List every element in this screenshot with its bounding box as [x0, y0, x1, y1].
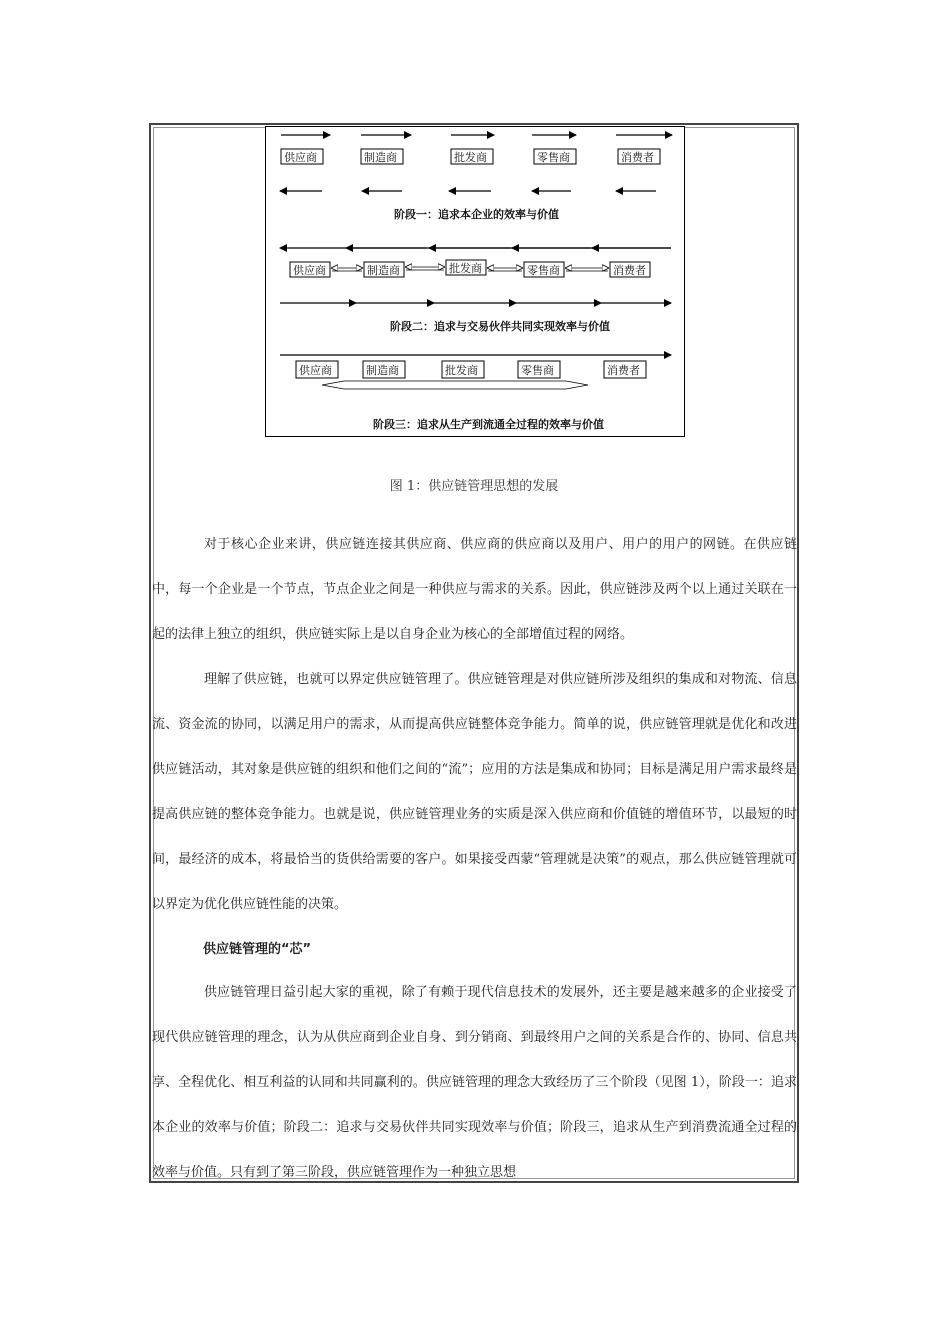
- supply-chain-diagram: [266, 127, 686, 438]
- stage1-boxes: [281, 149, 660, 164]
- stage2-label: 阶段二：追求与交易伙伴共同实现效率与价值: [390, 320, 610, 333]
- paragraph-1: 对于核心企业来讲，供应链连接其供应商、供应商的供应商以及用户、用户的用户的网链。在供应链中，每一个企业是一个节点，节点企业之间是一种供应与需求的关系。因此，供应链涉及两个以上通过关联在一起的法律上独立的组织，供应链实际上是以自身企业为核心的全部增值过程的网络。: [152, 537, 797, 642]
- stage3-box-supplier: 供应商: [299, 364, 332, 377]
- stage3-box-consumer: 消费者: [607, 364, 640, 377]
- stage3-label: 阶段三：追求从生产到流通全过程的效率与价值: [373, 418, 604, 431]
- stage2-box-manufacturer: 制造商: [367, 264, 400, 277]
- stage2-box-wholesaler: 批发商: [449, 262, 482, 275]
- supply-chain-figure: [265, 126, 685, 437]
- section-heading: 供应链管理的“芯”: [203, 942, 312, 957]
- stage3-box-wholesaler: 批发商: [445, 364, 478, 377]
- stage1-box-retailer: 零售商: [537, 151, 570, 164]
- paragraph-2: 理解了供应链，也就可以界定供应链管理了。供应链管理是对供应链所涉及组织的集成和对物流、信息流、资金流的协同，以满足用户的需求，从而提高供应链整体竞争能力。简单的说，供应链管理就是优化和改进供应链活动，其对象是供应链的组织和他们之间的“流”；应用的方法是集成和协同；目标是满足用户需求最终是提高供应链的整体竞争能力。也就是说，供应链管理业务的实质是深入供应商和价值链的增值环节，以最短的时间，最经济的成本，将最恰当的货供给需要的客户。如果接受西蒙“管理就是决策”的观点，那么供应链管理就可以界定为优化供应链性能的决策。: [152, 672, 797, 912]
- stage2-boxes: [290, 260, 650, 277]
- paragraph-3: 供应链管理日益引起大家的重视，除了有赖于现代信息技术的发展外，还主要是越来越多的企业接受了现代供应链管理的理念，认为从供应商到企业自身、到分销商、到最终用户之间的关系是合作的、协同、信息共享、全程优化、相互利益的认同和共同赢利的。供应链管理的理念大致经历了三个阶段（见图 1），阶段一：追求本企业的效率与价值；阶段二：追求与交易伙伴共同实现效率与价值；阶段三，追求从生产到消费流通全过程的效率与价值。只有到了第三阶段，供应链管理作为一种独立思想: [152, 985, 797, 1180]
- stage3-boxes: [296, 361, 646, 378]
- stage3-box-retailer: 零售商: [521, 364, 554, 377]
- figure-caption: 图 1：供应链管理思想的发展: [389, 479, 559, 494]
- stage2-box-retailer: 零售商: [527, 264, 560, 277]
- stage1-box-consumer: 消费者: [621, 151, 654, 164]
- stage3-wide-double-arrow: [322, 381, 588, 389]
- stage1-label: 阶段一：追求本企业的效率与价值: [394, 208, 559, 221]
- stage2-box-supplier: 供应商: [293, 264, 326, 277]
- stage3-box-manufacturer: 制造商: [366, 364, 399, 377]
- stage1-box-supplier: 供应商: [284, 151, 317, 164]
- stage1-box-wholesaler: 批发商: [454, 151, 487, 164]
- stage1-box-manufacturer: 制造商: [364, 151, 397, 164]
- stage2-box-consumer: 消费者: [613, 264, 646, 277]
